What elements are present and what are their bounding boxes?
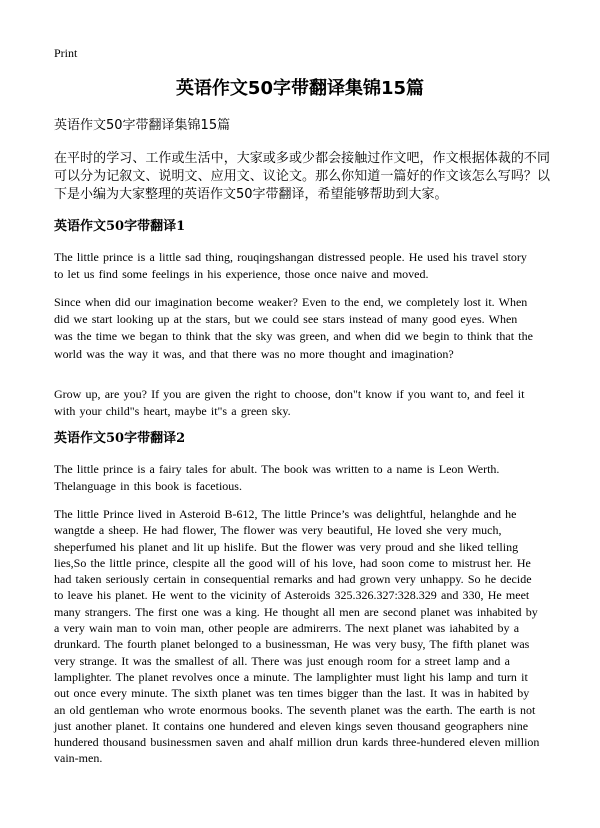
section-1-paragraph-3: Grow up, are you? If you are given the right to choose, don"t know if you want to, and feel it with your child"s heart, maybe it"s a green sky. bbox=[54, 387, 525, 419]
section-2-paragraph-1: The little prince is a fairy tales for abult. The book was written to a name is Leon Werth. Thelanguage in this book is facetious. bbox=[54, 462, 500, 494]
section-1-paragraph-2: Since when did our imagination become weaker? Even to the end, we completely lost it. When did we start looking up at the stars, but we could see stars instead of many good eyes. When was the time we began to think that the sky was green, and when did we begin to think that the world was the way it was, and that there was no more thought and imagination? bbox=[54, 295, 533, 361]
section-heading-1: 英语作文50字带翻译1 bbox=[54, 219, 186, 234]
intro-paragraph: 在平时的学习、工作或生活中，大家或多或少都会接触过作文吧，作文根据体裁的不同可以分为记叙文、说明文、应用文、议论文。那么你知道一篇好的作文该怎么写吗？以下是小编为大家整理的英语作文50字带翻译，希望能够帮助到大家。 bbox=[54, 151, 550, 202]
section-heading-2: 英语作文50字带翻译2 bbox=[54, 431, 186, 446]
section-1-paragraph-1: The little prince is a little sad thing, rouqingshangan distressed people. He used his travel story to let us find some feelings in his experience, those once naive and moved. bbox=[54, 250, 527, 282]
section-2-paragraph-2: The little Prince lived in Asteroid B-612, The little Prince’s was delightful, helanghde and he wangtde a sheep. He had flower, The flower was very beautiful, He loved she very much, sheperfumed his planet and lit up hislife. But the flower was very proud and she liked telling lies,So the little prince, clespite all the good will of his love, had soon come to mistrust her. He had taken seriously certain in consequential remarks and had grown very unhappy. So he decide to leave his planet. He went to the vicinity of Asteroids 325.326.327:328.329 and 330, He meet many strangers. The first one was a king. He thought all men are second planet was inhabited by a very wain man to voin man, other people are admirerrs. The next planet was iahabited by a drunkard. The fourth planet belonged to a businessman, He was very busy, The fifth planet was very strange. It was the smallest of all. There was just enough room for a street lamp and a lamplighter. The planet revolves once a minute. The lamplighter must light his lamp and turn it out once every minute. The sixth planet was ten times bigger than the last. It was in habited by an old gentleman who wrote enormous books. The seventh planet was the earth. The earth is not just another planet. It contains one hundered and eleven kings seven thousand geographers nine hundered thousand businessmen saven and ahalf million drun kards three-hundered eleven million vain-men. bbox=[54, 507, 540, 766]
print-link[interactable]: Print bbox=[54, 46, 78, 60]
document-subtitle: 英语作文50字带翻译集锦15篇 bbox=[54, 118, 231, 133]
document-title: 英语作文50字带翻译集锦15篇 bbox=[175, 78, 425, 99]
